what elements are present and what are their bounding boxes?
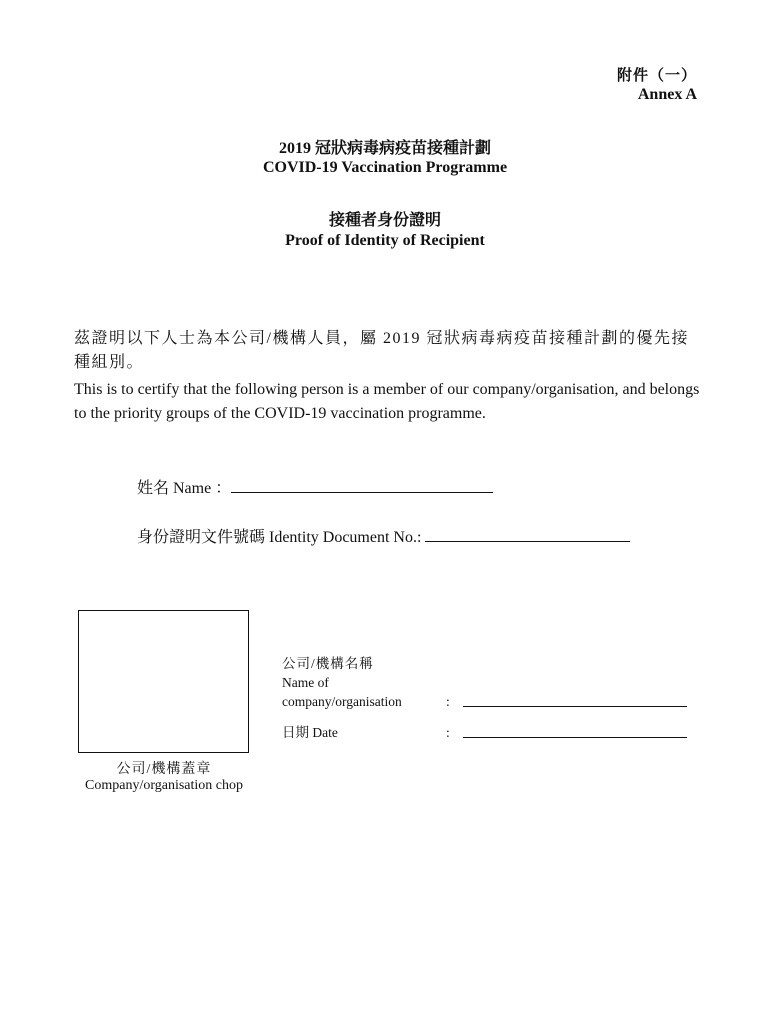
chop-label-zh: 公司/機構蓋章 [116,762,212,777]
organisation-name-label-en-line2: company/organisation [282,694,402,709]
proof-title-en: Proof of Identity of Recipient [285,232,485,249]
name-label: 姓名 Name ： [137,480,232,497]
annex-label-en: Annex A [637,86,697,103]
organisation-name-label-zh: 公司/機構名稱 [282,656,374,671]
programme-title-zh: 2019 冠狀病毒病疫苗接種計劃 [278,140,491,157]
identity-document-blank-line[interactable] [425,527,630,542]
identity-document-label: 身份證明文件號碼 Identity Document No.: [137,529,426,546]
annex-label-zh: 附件（一） [616,68,697,84]
date-label: 日期 Date [282,725,338,740]
organisation-name-label-en-line1: Name of [282,675,329,690]
organisation-colon: : [446,694,450,709]
name-field[interactable] [137,475,493,498]
name-blank-line[interactable] [231,478,493,493]
certification-text-zh: 茲證明以下人士為本公司/機構人員，屬 2019 冠狀病毒病疫苗接種計劃的優先接種組別。 [74,330,689,371]
date-colon: : [446,725,450,740]
certification-text-en: This is to certify that the following person is a member of our company/organisation, and belongs to the priority groups of the COVID-19 vaccination programme. [74,381,700,422]
programme-title-en: COVID-19 Vaccination Programme [262,159,508,176]
proof-title-zh: 接種者身份證明 [328,212,441,229]
chop-label-en: Company/organisation chop [85,778,243,793]
date-blank-line[interactable] [463,737,687,738]
company-chop-box[interactable] [78,610,249,753]
organisation-name-blank-line[interactable] [463,706,687,707]
identity-document-field[interactable] [137,524,630,547]
